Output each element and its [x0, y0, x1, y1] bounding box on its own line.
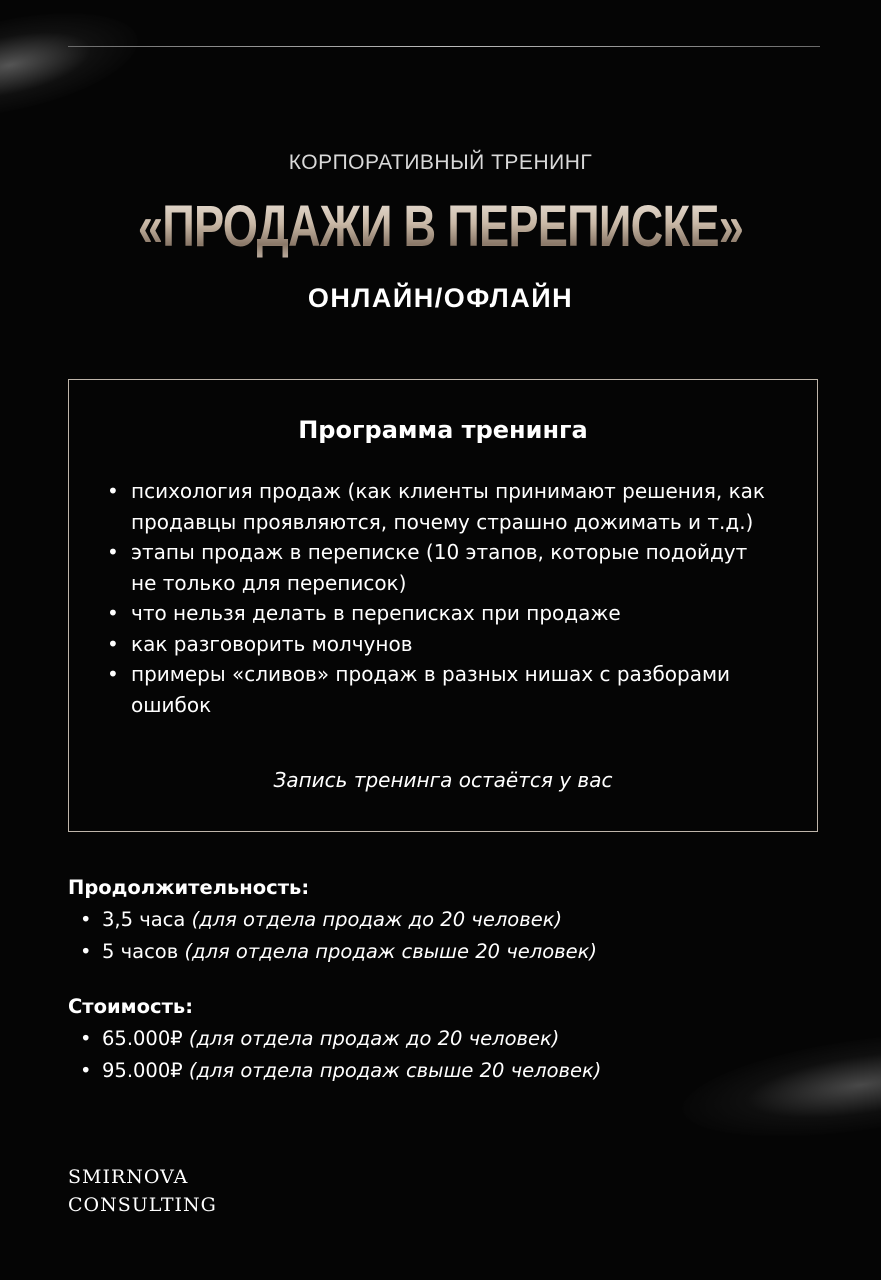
format-label: ОНЛАЙН/ОФЛАЙН [307, 283, 574, 313]
duration-note: (для отдела продаж до 20 человек) [191, 908, 563, 931]
price-item [80, 1023, 601, 1055]
brand-logo [68, 1163, 217, 1219]
duration-list [80, 904, 597, 968]
duration-value: 5 часов [102, 940, 179, 963]
price-item [80, 1055, 601, 1087]
duration-note: (для отдела продаж свыше 20 человек) [184, 940, 598, 963]
price-value: 65.000₽ [102, 1027, 183, 1050]
program-item: • что нельзя делать в переписках при продаже [107, 598, 767, 629]
brand-line-2: CONSULTING [68, 1194, 217, 1216]
recording-note: Запись тренинга остаётся у вас [273, 768, 613, 792]
program-box [68, 379, 818, 832]
price-label: Стоимость: [68, 995, 193, 1018]
duration-item [80, 904, 597, 936]
program-item: • психология продаж (как клиенты принимают решения, как продавцы проявляются, почему страшно дожимать и т.д.) [107, 476, 767, 537]
brand-line-1: SMIRNOVA [68, 1166, 189, 1188]
page-title: «ПРОДАЖИ В ПЕРЕПИСКЕ» [97, 192, 784, 262]
price-value: 95.000₽ [102, 1059, 183, 1082]
background-glow-top-left [0, 0, 147, 136]
program-item: • как разговорить молчунов [107, 629, 767, 660]
price-list [80, 1023, 601, 1087]
program-list [107, 476, 767, 720]
program-item: • этапы продаж в переписке (10 этапов, которые подойдут не только для переписок) [107, 537, 767, 598]
background-glow-bottom-right [676, 1015, 881, 1154]
price-note: (для отдела продаж свыше 20 человек) [188, 1059, 602, 1082]
duration-item [80, 936, 597, 968]
page-subtitle: КОРПОРАТИВНЫЙ ТРЕНИНГ [288, 151, 593, 174]
duration-label: Продолжительность: [68, 876, 310, 899]
program-item: • примеры «сливов» продаж в разных нишах с разборами ошибок [107, 659, 767, 720]
program-title: Программа тренинга [298, 416, 588, 444]
price-note: (для отдела продаж до 20 человек) [188, 1027, 560, 1050]
duration-value: 3,5 часа [102, 908, 186, 931]
top-divider [68, 46, 820, 47]
